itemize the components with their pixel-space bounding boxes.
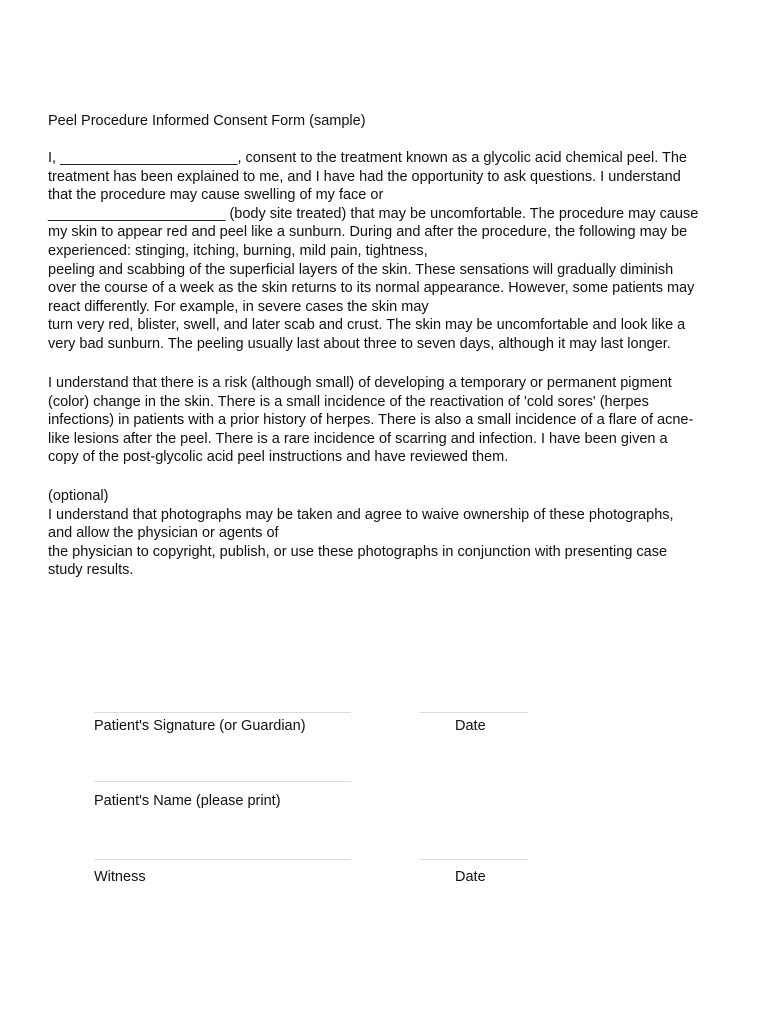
paragraph-line: peeling and scabbing of the superficial layers of the skin. These sensations will gradually diminish [48,261,674,278]
date-label: Date [455,869,486,885]
paragraph-line: ______________________ (body site treated) that may be uncomfortable. The procedure may cause [48,205,699,222]
consent-paragraph [48,149,738,354]
paragraph-line: infections) in patients with a prior history of herpes. There is also a small incidence of a flare of acne- [48,412,694,429]
patient-name-label: Patient's Name (please print) [94,793,281,809]
paragraph-line: treatment has been explained to me, and I have had the opportunity to ask questions. I understand [48,168,681,185]
paragraph-line: copy of the post-glycolic acid peel instructions and have reviewed them. [48,449,509,466]
photo-consent-paragraph [48,487,738,580]
date-line-2[interactable] [420,859,528,860]
witness-signature-line[interactable] [94,859,351,860]
patient-signature-line[interactable] [94,712,351,713]
paragraph-line: react differently. For example, in severe cases the skin may [48,298,429,315]
witness-label: Witness [94,869,146,885]
paragraph-line: (color) change in the skin. There is a small incidence of the reactivation of 'cold sores' (herpes [48,393,649,410]
paragraph-line: very bad sunburn. The peeling usually last about three to seven days, although it may last longer. [48,335,671,352]
paragraph-line: my skin to appear red and peel like a sunburn. During and after the procedure, the following may be [48,224,688,241]
paragraph-line: study results. [48,562,134,579]
paragraph-line: and allow the physician or agents of [48,525,279,542]
paragraph-line: experienced: stinging, itching, burning, mild pain, tightness, [48,242,428,259]
paragraph-line: I, ______________________, consent to the treatment known as a glycolic acid chemical peel. The [48,150,687,166]
date-line-1[interactable] [420,712,528,713]
paragraph-line: that the procedure may cause swelling of my face or [48,187,384,204]
paragraph-line: (optional) [48,488,109,504]
date-label: Date [455,718,486,734]
paragraph-line: the physician to copyright, publish, or use these photographs in conjunction with presenting case [48,543,668,560]
patient-signature-label: Patient's Signature (or Guardian) [94,718,306,734]
paragraph-line: turn very red, blister, swell, and later scab and crust. The skin may be uncomfortable and look like a [48,317,686,334]
paragraph-line: I understand that photographs may be taken and agree to waive ownership of these photographs, [48,506,674,523]
paragraph-line: like lesions after the peel. There is a rare incidence of scarring and infection. I have been given a [48,430,668,447]
paragraph-line: I understand that there is a risk (although small) of developing a temporary or permanent pigment [48,375,672,391]
form-title: Peel Procedure Informed Consent Form (sample) [48,113,366,129]
patient-name-line[interactable] [94,781,351,782]
paragraph-line: over the course of a week as the skin returns to its normal appearance. However, some patients may [48,280,695,297]
risk-paragraph [48,374,738,467]
